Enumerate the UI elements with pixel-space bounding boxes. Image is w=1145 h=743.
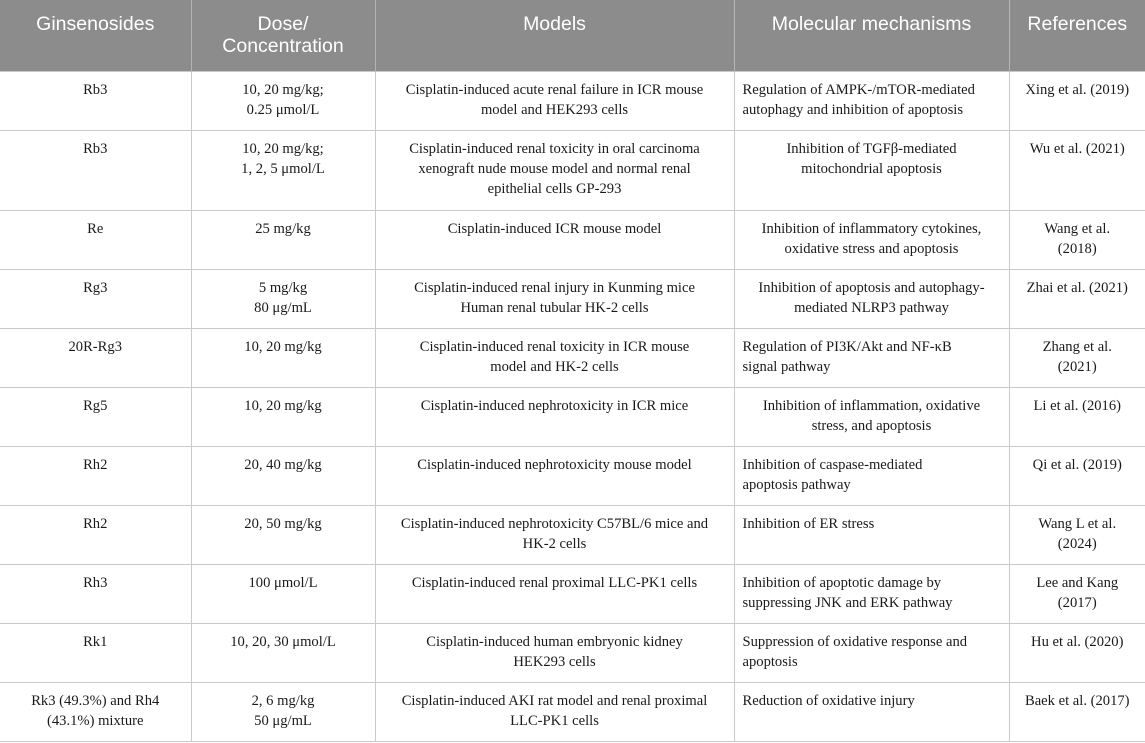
- cell-model: Cisplatin-induced acute renal failure in ICR mouse model and HEK293 cells: [375, 71, 734, 130]
- cell-ginsenoside: 20R-Rg3: [0, 328, 191, 387]
- table-row: [0, 623, 1145, 682]
- cell-ginsenoside: Rk3 (49.3%) and Rh4 (43.1%) mixture: [0, 682, 191, 741]
- cell-reference: Xing et al. (2019): [1009, 71, 1145, 130]
- cell-dose: 2, 6 mg/kg 50 μg/mL: [191, 682, 375, 741]
- cell-ginsenoside: Rg3: [0, 269, 191, 328]
- cell-mechanism: Regulation of PI3K/Akt and NF-κB signal pathway: [734, 328, 1009, 387]
- cell-ginsenoside: Rg5: [0, 387, 191, 446]
- cell-reference: Li et al. (2016): [1009, 387, 1145, 446]
- cell-mechanism: Inhibition of apoptotic damage by suppressing JNK and ERK pathway: [734, 564, 1009, 623]
- cell-dose: 5 mg/kg 80 μg/mL: [191, 269, 375, 328]
- table-row: [0, 269, 1145, 328]
- cell-ginsenoside: Rb3: [0, 130, 191, 210]
- cell-mechanism: Inhibition of apoptosis and autophagy- mediated NLRP3 pathway: [734, 269, 1009, 328]
- header-references: References: [1009, 0, 1145, 71]
- cell-ginsenoside: Rh2: [0, 505, 191, 564]
- cell-model: Cisplatin-induced renal injury in Kunming mice Human renal tubular HK-2 cells: [375, 269, 734, 328]
- cell-model: Cisplatin-induced nephrotoxicity mouse model: [375, 446, 734, 505]
- cell-reference: Wu et al. (2021): [1009, 130, 1145, 210]
- table-row: [0, 130, 1145, 210]
- cell-model: Cisplatin-induced renal toxicity in ICR mouse model and HK-2 cells: [375, 328, 734, 387]
- table-row: [0, 682, 1145, 741]
- cell-ginsenoside: Re: [0, 210, 191, 269]
- cell-dose: 10, 20 mg/kg; 0.25 μmol/L: [191, 71, 375, 130]
- cell-dose: 10, 20, 30 μmol/L: [191, 623, 375, 682]
- cell-reference: Hu et al. (2020): [1009, 623, 1145, 682]
- table-row: [0, 210, 1145, 269]
- cell-mechanism: Reduction of oxidative injury: [734, 682, 1009, 741]
- cell-model: Cisplatin-induced renal toxicity in oral carcinoma xenograft nude mouse model and normal renal epithelial cells GP-293: [375, 130, 734, 210]
- cell-reference: Baek et al. (2017): [1009, 682, 1145, 741]
- cell-reference: Zhai et al. (2021): [1009, 269, 1145, 328]
- table-row: [0, 446, 1145, 505]
- cell-mechanism: Inhibition of inflammatory cytokines, oxidative stress and apoptosis: [734, 210, 1009, 269]
- header-models: Models: [375, 0, 734, 71]
- cell-reference: Wang L et al. (2024): [1009, 505, 1145, 564]
- table-row: [0, 564, 1145, 623]
- cell-mechanism: Inhibition of ER stress: [734, 505, 1009, 564]
- cell-dose: 25 mg/kg: [191, 210, 375, 269]
- header-molecular-mechanisms: Molecular mechanisms: [734, 0, 1009, 71]
- cell-model: Cisplatin-induced human embryonic kidney HEK293 cells: [375, 623, 734, 682]
- cell-model: Cisplatin-induced AKI rat model and renal proximal LLC-PK1 cells: [375, 682, 734, 741]
- table-row: [0, 71, 1145, 130]
- table-row: [0, 328, 1145, 387]
- header-row: [0, 0, 1145, 71]
- cell-mechanism: Suppression of oxidative response and apoptosis: [734, 623, 1009, 682]
- cell-mechanism: Regulation of AMPK-/mTOR-mediated autophagy and inhibition of apoptosis: [734, 71, 1009, 130]
- cell-ginsenoside: Rh3: [0, 564, 191, 623]
- cell-dose: 10, 20 mg/kg; 1, 2, 5 μmol/L: [191, 130, 375, 210]
- cell-model: Cisplatin-induced ICR mouse model: [375, 210, 734, 269]
- cell-ginsenoside: Rh2: [0, 446, 191, 505]
- cell-mechanism: Inhibition of inflammation, oxidative stress, and apoptosis: [734, 387, 1009, 446]
- cell-model: Cisplatin-induced nephrotoxicity C57BL/6 mice and HK-2 cells: [375, 505, 734, 564]
- cell-dose: 100 μmol/L: [191, 564, 375, 623]
- cell-dose: 20, 50 mg/kg: [191, 505, 375, 564]
- cell-dose: 10, 20 mg/kg: [191, 387, 375, 446]
- cell-mechanism: Inhibition of TGFβ-mediated mitochondrial apoptosis: [734, 130, 1009, 210]
- cell-ginsenoside: Rb3: [0, 71, 191, 130]
- cell-reference: Wang et al. (2018): [1009, 210, 1145, 269]
- cell-ginsenoside: Rk1: [0, 623, 191, 682]
- table-row: [0, 505, 1145, 564]
- cell-dose: 10, 20 mg/kg: [191, 328, 375, 387]
- cell-model: Cisplatin-induced nephrotoxicity in ICR mice: [375, 387, 734, 446]
- cell-reference: Lee and Kang (2017): [1009, 564, 1145, 623]
- cell-model: Cisplatin-induced renal proximal LLC-PK1 cells: [375, 564, 734, 623]
- cell-reference: Qi et al. (2019): [1009, 446, 1145, 505]
- header-ginsenosides: Ginsenosides: [0, 0, 191, 71]
- cell-mechanism: Inhibition of caspase-mediated apoptosis pathway: [734, 446, 1009, 505]
- cell-reference: Zhang et al. (2021): [1009, 328, 1145, 387]
- table-row: [0, 387, 1145, 446]
- cell-dose: 20, 40 mg/kg: [191, 446, 375, 505]
- header-dose-concentration: Dose/ Concentration: [191, 0, 375, 71]
